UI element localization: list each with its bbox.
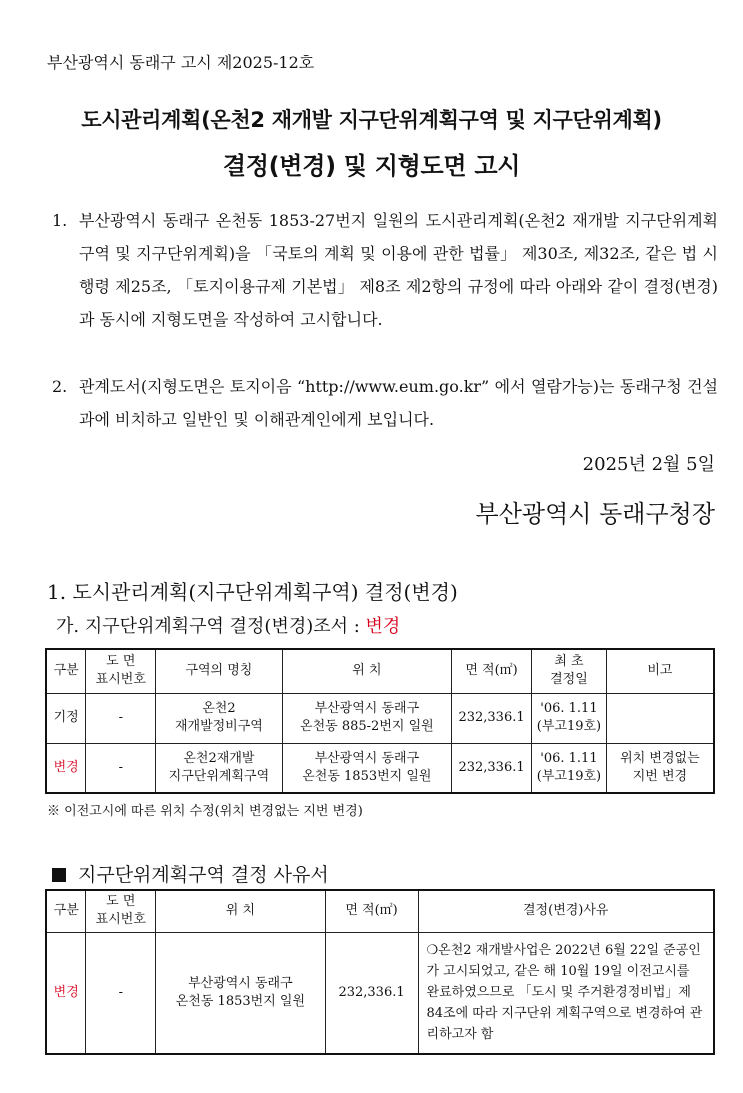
paragraph-1 [52, 204, 718, 336]
subtitle-text: 가. 지구단위계획구역 결정(변경)조서 : [56, 616, 366, 637]
type-cell: 기정 [46, 693, 86, 743]
header-cell: 위 치 [156, 890, 325, 932]
notice-number: 부산광역시 동래구 고시 제2025-12호 [47, 53, 315, 72]
section-1-title: 1. 도시관리계획(지구단위계획구역) 결정(변경) [47, 580, 458, 604]
area-cell: 232,336.1 [452, 743, 532, 793]
header-cell: 결정(변경)사유 [418, 890, 714, 932]
map-no-cell: - [86, 932, 156, 1054]
map-no-cell: - [86, 743, 156, 793]
area-cell: 232,336.1 [452, 693, 532, 743]
reason-cell: ❍온천2 재개발사업은 2022년 6월 22일 준공인가 고시되었고, 같은 해 10월 19일 이전고시를 완료하였으므로 「도시 및 주거환경정비법」제 84조에 따라 지구단위 계획구역으로 변경하여 관리하고자 함 [418, 932, 714, 1054]
header-cell: 구분 [46, 649, 86, 693]
table-row [46, 743, 714, 793]
paragraph-text: 관계도서(지형도면은 토지이음 “http://www.eum.go.kr” 에서 열람가능)는 동래구청 건설과에 비치하고 일반인 및 이해관계인에게 보입니다. [79, 377, 718, 429]
map-no-cell: - [86, 693, 156, 743]
document-title: 도시관리계획(온천2 재개발 지구단위계획구역 및 지구단위계획) [81, 108, 662, 132]
notice-date: 2025년 2월 5일 [582, 454, 715, 475]
header-cell: 비고 [606, 649, 714, 693]
header-cell: 최 초 결정일 [532, 649, 607, 693]
name-cell: 온천2재개발 지구단위계획구역 [156, 743, 283, 793]
paragraph-number: 1. [52, 211, 68, 230]
remarks-cell [606, 693, 714, 743]
paragraph-2 [52, 370, 718, 436]
table-header-row [46, 649, 714, 693]
section-1-subtitle [56, 612, 400, 638]
header-cell: 구역의 명칭 [156, 649, 283, 693]
table-row [46, 693, 714, 743]
header-cell: 도 면 표시번호 [86, 649, 156, 693]
reason-table [45, 889, 715, 1055]
district-table [45, 648, 715, 794]
black-square-icon [52, 868, 66, 882]
paragraph-text: 부산광역시 동래구 온천동 1853-27번지 일원의 도시관리계획(온천2 재개발 지구단위계획구역 및 지구단위계획)을 「국토의 계획 및 이용에 관한 법률」 제30조, 제32조, 같은 법 시행령 제25조, 「토지이용규제 기본법」 제8조 제2항의 규정에 따라 아래와 같이 결정(변경)과 동시에 지형도면을 작성하여 고시합니다. [79, 211, 718, 329]
area-cell: 232,336.1 [325, 932, 418, 1054]
type-cell: 변경 [46, 743, 86, 793]
header-cell: 구분 [46, 890, 86, 932]
document-subtitle: 결정(변경) 및 지형도면 고시 [222, 152, 521, 180]
header-cell: 도 면 표시번호 [86, 890, 156, 932]
name-cell: 온천2 재개발정비구역 [156, 693, 283, 743]
paragraph-number: 2. [52, 377, 68, 396]
signer: 부산광역시 동래구청장 [475, 500, 715, 528]
section-2-title-text: 지구단위계획구역 결정 사유서 [78, 864, 329, 886]
header-cell: 면 적(㎡) [325, 890, 418, 932]
location-cell: 부산광역시 동래구 온천동 1853번지 일원 [282, 743, 451, 793]
header-cell: 면 적(㎡) [452, 649, 532, 693]
type-cell: 변경 [46, 932, 86, 1054]
location-cell: 부산광역시 동래구 온천동 885-2번지 일원 [282, 693, 451, 743]
section-2-title [52, 860, 329, 887]
location-cell: 부산광역시 동래구 온천동 1853번지 일원 [156, 932, 325, 1054]
table-header-row [46, 890, 714, 932]
remarks-cell: 위치 변경없는 지번 변경 [606, 743, 714, 793]
date-cell: '06. 1.11 (부고19호) [532, 743, 607, 793]
header-cell: 위 치 [282, 649, 451, 693]
table-row [46, 932, 714, 1054]
date-cell: '06. 1.11 (부고19호) [532, 693, 607, 743]
subtitle-highlight: 변경 [365, 616, 401, 637]
table-note: ※ 이전고시에 따른 위치 수정(위치 변경없는 지번 변경) [47, 804, 363, 819]
